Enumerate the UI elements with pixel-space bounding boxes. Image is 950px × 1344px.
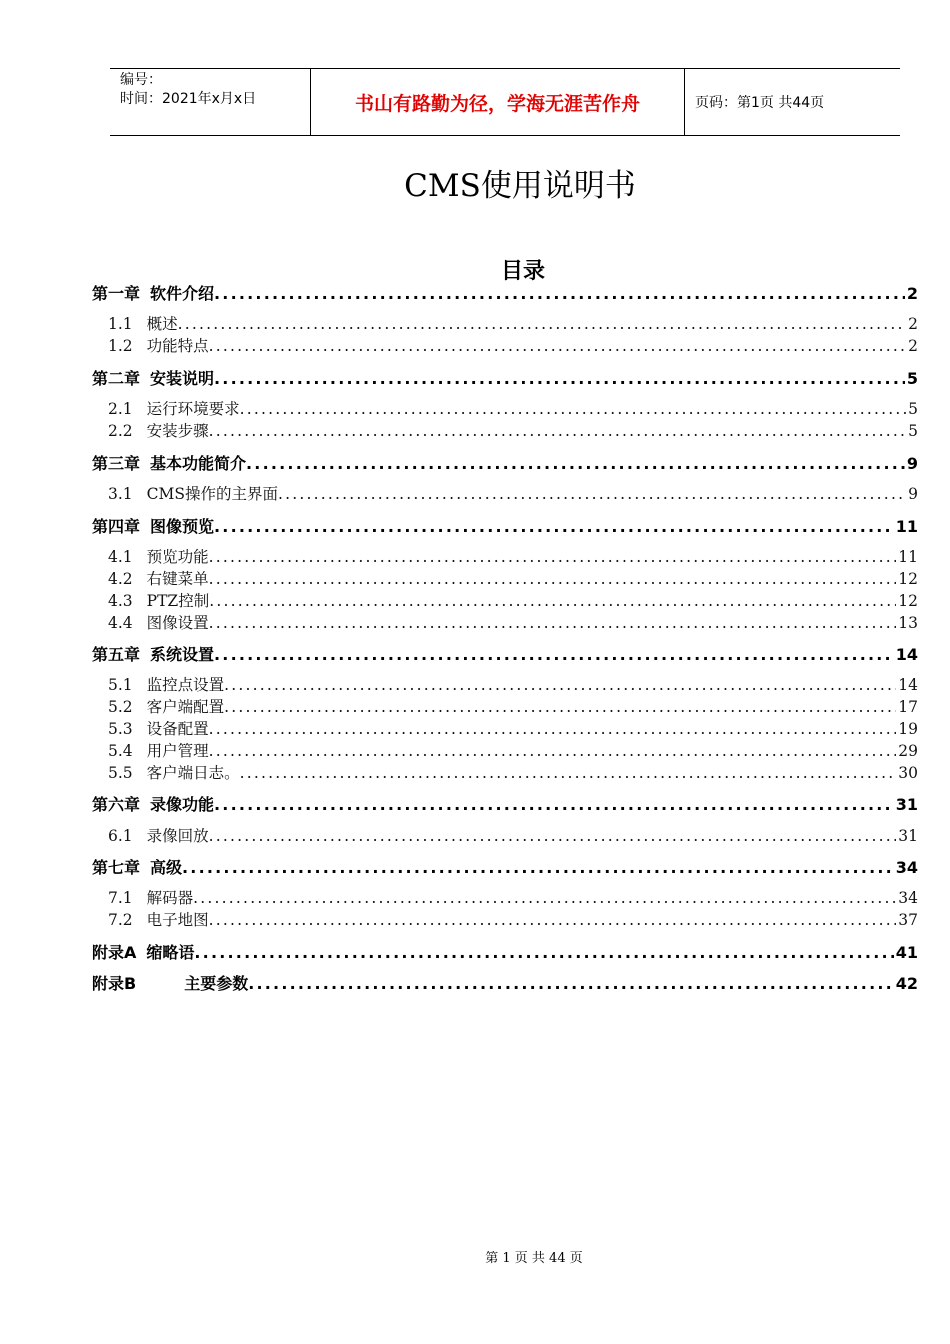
toc-leader-dots [178, 315, 906, 333]
toc-page-number: 9 [908, 485, 918, 503]
toc-entry-number: 第一章 [92, 284, 141, 303]
toc-entry-number: 6.1 [108, 827, 133, 845]
toc-entry-text: PTZ控制 [146, 592, 210, 610]
toc-section-entry[interactable] [92, 673, 918, 695]
toc-section-entry[interactable] [92, 334, 918, 356]
toc-entry-number: 2.2 [108, 422, 133, 440]
toc-entry-number: 4.4 [108, 614, 133, 632]
toc-page-number: 5 [908, 422, 918, 440]
toc-entry-label [108, 824, 209, 846]
toc-leader-dots [214, 645, 894, 664]
toc-entry-label [108, 739, 209, 761]
toc-entry-label [92, 971, 248, 994]
toc-leader-dots [209, 614, 897, 632]
header-page-info: 页码：第1页 共44页 [695, 95, 825, 111]
toc-entry-label [108, 567, 209, 589]
toc-leader-dots [209, 337, 906, 355]
toc-entry-text: 缩略语 [146, 943, 195, 962]
toc-leader-dots [240, 400, 906, 418]
toc-page-number: 34 [895, 858, 918, 877]
toc-page-number: 42 [895, 974, 918, 993]
toc-leader-dots [209, 570, 897, 588]
toc-entry-text: 设备配置 [146, 720, 209, 738]
toc-entry-text: 用户管理 [146, 742, 209, 760]
toc-page-number: 11 [898, 548, 918, 566]
toc-entry-label [92, 514, 214, 537]
toc-entry-number: 2.1 [108, 400, 133, 418]
toc-entry-label [108, 611, 209, 633]
toc-entry-number: 3.1 [108, 485, 133, 503]
toc-entry-text: 录像回放 [146, 827, 209, 845]
toc-chapter-entry[interactable] [92, 281, 918, 304]
toc-leader-dots [214, 284, 905, 303]
toc-chapter-entry[interactable] [92, 940, 918, 963]
toc-entry-number: 附录A [92, 943, 137, 962]
toc-leader-dots [209, 827, 897, 845]
toc-page-number: 12 [898, 592, 918, 610]
toc-section-entry[interactable] [92, 908, 918, 930]
toc-leader-dots [248, 974, 894, 993]
toc-entry-text: 预览功能 [146, 548, 209, 566]
toc-leader-dots [214, 369, 905, 388]
toc-page-number: 17 [898, 698, 918, 716]
toc-entry-number: 附录B [92, 974, 137, 993]
toc-section-entry[interactable] [92, 419, 918, 441]
toc-entry-text: 软件介绍 [150, 284, 215, 303]
toc-page-number: 2 [908, 337, 918, 355]
toc-page-number: 37 [898, 911, 918, 929]
toc-entry-text: 监控点设置 [146, 676, 225, 694]
toc-page-number: 9 [906, 454, 918, 473]
toc-page-number: 12 [898, 570, 918, 588]
toc-entry-text: CMS操作的主界面 [146, 485, 279, 503]
toc-entry-label [92, 281, 214, 304]
toc-entry-label [92, 642, 214, 665]
toc-entry-number: 第五章 [92, 645, 141, 664]
toc-entry-label [92, 451, 246, 474]
toc-page-number: 14 [895, 645, 918, 664]
toc-leader-dots [224, 698, 896, 716]
toc-section-entry[interactable] [92, 611, 918, 633]
toc-entry-text: 运行环境要求 [146, 400, 240, 418]
toc-entry-number: 7.1 [108, 889, 133, 907]
toc-leader-dots [193, 889, 896, 907]
toc-section-entry[interactable] [92, 545, 918, 567]
toc-page-number: 5 [908, 400, 918, 418]
toc-page-number: 31 [895, 795, 918, 814]
toc-chapter-entry[interactable] [92, 855, 918, 878]
toc-entry-text: 安装说明 [150, 369, 215, 388]
toc-entry-number: 1.2 [108, 337, 133, 355]
toc-entry-number: 4.1 [108, 548, 133, 566]
toc-page-number: 19 [898, 720, 918, 738]
toc-leader-dots [214, 517, 894, 536]
toc-entry-number: 第六章 [92, 795, 141, 814]
toc-page-number: 30 [898, 764, 918, 782]
toc-entry-label [92, 940, 194, 963]
toc-section-entry[interactable] [92, 312, 918, 334]
toc-entry-number: 第三章 [92, 454, 141, 473]
toc-entry-number: 4.3 [108, 592, 133, 610]
toc-leader-dots [209, 720, 897, 738]
toc-page-number: 29 [898, 742, 918, 760]
toc-leader-dots [194, 943, 893, 962]
toc-chapter-entry[interactable] [92, 366, 918, 389]
toc-entry-label [108, 482, 278, 504]
toc-entry-number: 第四章 [92, 517, 141, 536]
toc-entry-text: 高级 [150, 858, 183, 877]
toc-entry-label [108, 886, 193, 908]
toc-entry-label [108, 589, 209, 611]
toc-page-number: 11 [895, 517, 918, 536]
toc-chapter-entry[interactable] [92, 971, 918, 994]
toc-section-entry[interactable] [92, 886, 918, 908]
toc-entry-label [108, 673, 224, 695]
time-label: 时间：2021年x月x日 [120, 91, 257, 107]
toc-entry-text: 电子地图 [146, 911, 209, 929]
number-label: 编号： [120, 72, 162, 88]
toc-entry-number: 5.1 [108, 676, 133, 694]
document-title: CMS使用说明书 [404, 168, 636, 204]
toc-leader-dots [182, 858, 894, 877]
toc-entry-label [92, 855, 182, 878]
toc-chapter-entry[interactable] [92, 451, 918, 474]
header-meta [110, 69, 311, 135]
toc-entry-text: 安装步骤 [146, 422, 209, 440]
toc-leader-dots [224, 676, 896, 694]
toc-section-entry[interactable] [92, 824, 918, 846]
toc-entry-number: 5.4 [108, 742, 133, 760]
toc-section-entry[interactable] [92, 717, 918, 739]
toc-section-entry[interactable] [92, 695, 918, 717]
toc-page-number: 2 [906, 284, 918, 303]
toc-entry-number: 第二章 [92, 369, 141, 388]
toc-page-number: 31 [898, 827, 918, 845]
toc-entry-text: 图像预览 [150, 517, 215, 536]
toc-page-number: 13 [898, 614, 918, 632]
toc-entry-text: 客户端配置 [146, 698, 225, 716]
toc-entry-text: 基本功能简介 [150, 454, 247, 473]
toc-entry-label [108, 761, 240, 783]
toc-section-entry[interactable] [92, 567, 918, 589]
toc-section-entry[interactable] [92, 482, 918, 504]
toc-entry-text: 录像功能 [150, 795, 215, 814]
toc-entry-label [108, 695, 224, 717]
toc-leader-dots [246, 454, 905, 473]
toc-leader-dots [209, 548, 897, 566]
toc-entry-number: 第七章 [92, 858, 141, 877]
toc-page-number: 41 [895, 943, 918, 962]
toc-entry-label [108, 908, 209, 930]
toc-entry-label [92, 792, 214, 815]
toc-entry-text: 概述 [146, 315, 178, 333]
toc-section-entry[interactable] [92, 739, 918, 761]
toc-leader-dots [209, 742, 897, 760]
toc-entry-label [108, 312, 178, 334]
toc-page-number: 14 [898, 676, 918, 694]
toc-chapter-entry[interactable] [92, 792, 918, 815]
toc-leader-dots [278, 485, 906, 503]
toc-entry-text: 客户端日志。 [146, 764, 240, 782]
toc-leader-dots [209, 911, 897, 929]
toc-leader-dots [240, 764, 897, 782]
toc-heading: 目录 [500, 259, 545, 284]
toc-page-number: 34 [898, 889, 918, 907]
toc-entry-number: 5.3 [108, 720, 133, 738]
toc-entry-label [108, 397, 240, 419]
toc-chapter-entry[interactable] [92, 642, 918, 665]
toc-section-entry[interactable] [92, 589, 918, 611]
toc-page-number: 5 [906, 369, 918, 388]
toc-page-number: 2 [908, 315, 918, 333]
toc-leader-dots [214, 795, 894, 814]
page-footer: 第 1 页 共 44 页 [485, 1251, 583, 1266]
toc-entry-text: 功能特点 [146, 337, 209, 355]
page-header [110, 68, 900, 136]
toc-chapter-entry[interactable] [92, 514, 918, 537]
toc-section-entry[interactable] [92, 761, 918, 783]
toc-entry-label [108, 419, 209, 441]
toc-entry-text: 解码器 [146, 889, 194, 907]
toc-entry-text: 主要参数 [184, 974, 249, 993]
toc-leader-dots [209, 592, 896, 610]
toc-section-entry[interactable] [92, 397, 918, 419]
toc-entry-label [108, 717, 209, 739]
toc-entry-number: 1.1 [108, 315, 133, 333]
toc-entry-label [108, 334, 209, 356]
toc-entry-text: 图像设置 [146, 614, 209, 632]
toc-entry-label [92, 366, 214, 389]
toc-leader-dots [209, 422, 906, 440]
header-motto: 书山有路勤为径，学海无涯苦作舟 [311, 69, 685, 135]
toc-entry-number: 4.2 [108, 570, 133, 588]
toc-entry-text: 右键菜单 [146, 570, 209, 588]
toc-entry-number: 5.5 [108, 764, 133, 782]
toc-entry-label [108, 545, 209, 567]
toc-entry-text: 系统设置 [150, 645, 215, 664]
toc-entry-number: 7.2 [108, 911, 133, 929]
toc-entry-number: 5.2 [108, 698, 133, 716]
